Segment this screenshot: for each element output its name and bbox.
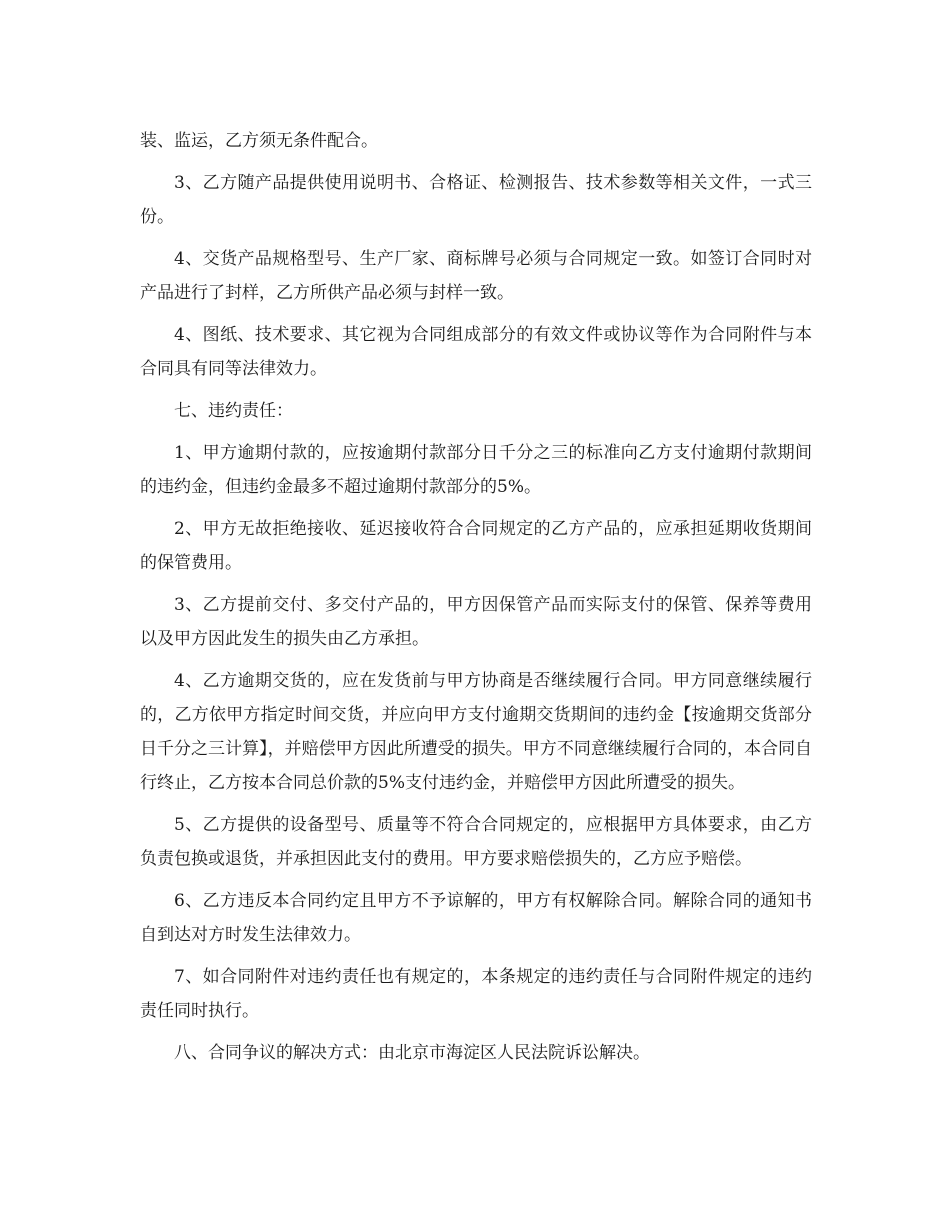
paragraph-clause-7-2: 2、甲方无故拒绝接收、延迟接收符合合同规定的乙方产品的，应承担延期收货期间的保管费用。 bbox=[140, 519, 812, 573]
paragraph-clause-7-1: 1、甲方逾期付款的，应按逾期付款部分日千分之三的标准向乙方支付逾期付款期间的违约金，但违约金最多不超过逾期付款部分的5%。 bbox=[140, 443, 812, 497]
paragraph-clause-7-5: 5、乙方提供的设备型号、质量等不符合合同规定的，应根据甲方具体要求，由乙方负责包换或退货，并承担因此支付的费用。甲方要求赔偿损失的，乙方应予赔偿。 bbox=[140, 815, 812, 869]
section-heading-breach: 七、违约责任： bbox=[174, 401, 293, 421]
paragraph-clause-6-4a: 4、交货产品规格型号、生产厂家、商标牌号必须与合同规定一致。如签订合同时对产品进行了封样，乙方所供产品必须与封样一致。 bbox=[140, 249, 812, 303]
paragraph-clause-7-3: 3、乙方提前交付、多交付产品的，甲方因保管产品而实际支付的保管、保养等费用以及甲方因此发生的损失由乙方承担。 bbox=[140, 595, 812, 649]
paragraph-continuation: 装、监运，乙方须无条件配合。 bbox=[140, 131, 378, 151]
paragraph-clause-7-4: 4、乙方逾期交货的，应在发货前与甲方协商是否继续履行合同。甲方同意继续履行的，乙方依甲方指定时间交货，并应向甲方支付逾期交货期间的违约金【按逾期交货部分日千分之三计算】，并赔偿甲方因此所遭受的损失。甲方不同意继续履行合同的，本合同自行终止，乙方按本合同总价款的5%支付违约金，并赔偿甲方因此所遭受的损失。 bbox=[140, 671, 812, 793]
paragraph-clause-7-7: 7、如合同附件对违约责任也有规定的，本条规定的违约责任与合同附件规定的违约责任同时执行。 bbox=[140, 967, 812, 1021]
paragraph-clause-6-3: 3、乙方随产品提供使用说明书、合格证、检测报告、技术参数等相关文件，一式三份。 bbox=[140, 173, 812, 227]
paragraph-clause-7-6: 6、乙方违反本合同约定且甲方不予谅解的，甲方有权解除合同。解除合同的通知书自到达对方时发生法律效力。 bbox=[140, 891, 812, 945]
paragraph-clause-6-4b: 4、图纸、技术要求、其它视为合同组成部分的有效文件或协议等作为合同附件与本合同具有同等法律效力。 bbox=[140, 325, 812, 379]
section-heading-dispute: 八、合同争议的解决方式：由北京市海淀区人民法院诉讼解决。 bbox=[174, 1043, 650, 1063]
document-body bbox=[140, 124, 812, 1078]
